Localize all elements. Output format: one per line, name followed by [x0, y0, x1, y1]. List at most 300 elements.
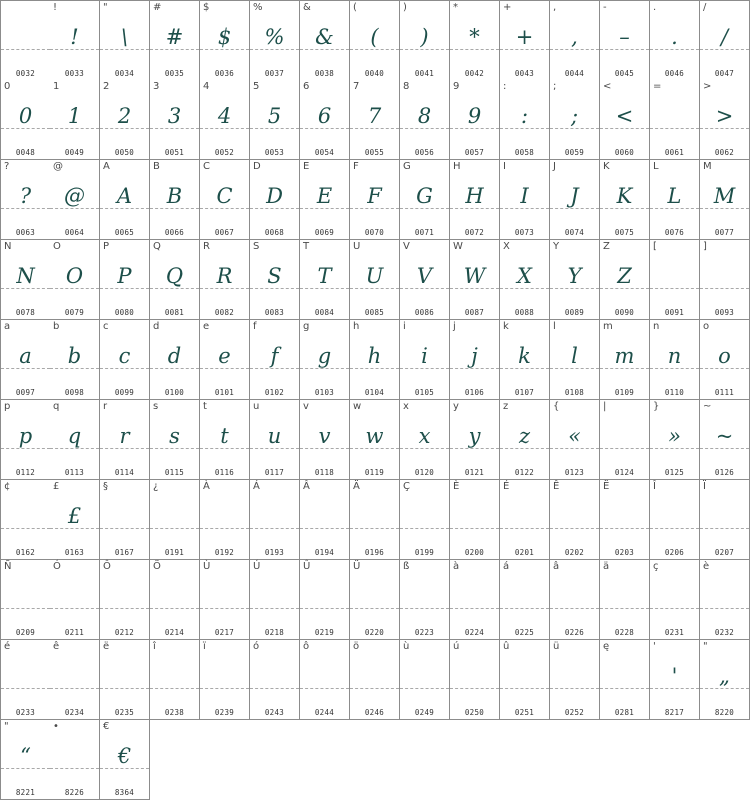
font-glyph — [600, 658, 649, 694]
font-glyph: 7 — [367, 104, 382, 128]
character-code: 0090 — [614, 308, 635, 317]
glyph-cell — [500, 480, 550, 560]
font-glyph: £ — [67, 504, 82, 528]
font-glyph — [700, 258, 749, 294]
reference-character: ; — [553, 81, 557, 92]
glyph-cell — [650, 240, 700, 320]
font-glyph: Q — [165, 264, 184, 288]
character-code: 0099 — [114, 388, 135, 397]
font-glyph: “ — [20, 744, 31, 768]
reference-character: 7 — [353, 81, 360, 92]
font-glyph: 1 — [67, 104, 82, 128]
reference-character: I — [503, 161, 506, 172]
character-code: 0070 — [364, 228, 385, 237]
character-code: 0041 — [414, 69, 435, 78]
glyph-cell — [350, 80, 400, 160]
character-code: 0060 — [614, 148, 635, 157]
reference-character: . — [653, 2, 657, 13]
reference-character: y — [453, 401, 459, 412]
glyph-cell — [250, 480, 300, 560]
reference-character: Û — [303, 561, 311, 572]
glyph-cell — [50, 560, 100, 640]
character-code: 0040 — [364, 69, 385, 78]
reference-character: ' — [653, 641, 656, 652]
character-code: 0080 — [114, 308, 135, 317]
glyph-cell — [700, 640, 750, 720]
reference-character: h — [353, 321, 360, 332]
reference-character: 1 — [53, 81, 60, 92]
font-glyph: s — [169, 424, 180, 448]
character-code: 0243 — [264, 708, 285, 717]
character-code: 0045 — [614, 69, 635, 78]
character-code: 0106 — [464, 388, 485, 397]
reference-character: X — [503, 241, 510, 252]
reference-character: & — [303, 2, 311, 13]
character-code: 0088 — [514, 308, 535, 317]
font-glyph: E — [316, 184, 333, 208]
character-code: 0226 — [564, 628, 585, 637]
font-glyph — [1, 19, 50, 55]
character-code: 0068 — [264, 228, 285, 237]
font-glyph: J — [570, 184, 579, 208]
glyph-cell — [50, 320, 100, 400]
font-glyph: d — [167, 344, 182, 368]
reference-character: t — [203, 401, 207, 412]
reference-character: = — [653, 81, 662, 92]
font-glyph — [650, 98, 699, 134]
font-glyph — [1, 578, 50, 614]
reference-character: } — [653, 401, 660, 412]
glyph-cell — [600, 160, 650, 240]
glyph-cell — [450, 80, 500, 160]
character-code: 0113 — [64, 468, 85, 477]
font-glyph: < — [615, 104, 634, 128]
reference-character: ] — [703, 241, 707, 252]
reference-character: - — [603, 2, 607, 13]
glyph-cell — [0, 80, 51, 160]
font-glyph — [500, 578, 549, 614]
font-glyph: $ — [217, 25, 232, 49]
font-glyph: r — [119, 424, 130, 448]
character-code: 0093 — [714, 308, 735, 317]
character-code: 0055 — [364, 148, 385, 157]
font-glyph — [200, 658, 249, 694]
character-code: 0228 — [614, 628, 635, 637]
glyph-cell — [250, 240, 300, 320]
character-code: 0233 — [15, 708, 36, 717]
font-glyph: Y — [567, 264, 582, 288]
glyph-cell — [350, 160, 400, 240]
reference-character: a — [4, 321, 11, 332]
glyph-cell — [0, 400, 51, 480]
reference-character: " — [103, 2, 108, 13]
font-glyph: . — [671, 25, 678, 49]
glyph-cell — [150, 80, 200, 160]
reference-character: j — [453, 321, 456, 332]
character-code: 0086 — [414, 308, 435, 317]
reference-character: 3 — [153, 81, 160, 92]
reference-character: / — [703, 2, 707, 13]
glyph-cell — [500, 400, 550, 480]
reference-character: Ï — [703, 481, 706, 492]
font-glyph: / — [720, 25, 729, 49]
character-code: 0119 — [364, 468, 385, 477]
glyph-cell — [0, 240, 51, 320]
character-code: 0082 — [214, 308, 235, 317]
glyph-cell — [200, 80, 250, 160]
font-glyph: u — [267, 424, 282, 448]
reference-character: S — [253, 241, 260, 252]
reference-character: H — [453, 161, 461, 172]
font-glyph: C — [216, 184, 233, 208]
reference-character: J — [553, 161, 556, 172]
reference-character: [ — [653, 241, 657, 252]
glyph-cell — [700, 160, 750, 240]
reference-character: Ä — [353, 481, 360, 492]
font-glyph: „ — [719, 664, 730, 688]
font-glyph — [450, 498, 499, 534]
character-code: 0224 — [464, 628, 485, 637]
font-glyph: , — [571, 25, 578, 49]
glyph-cell — [550, 160, 600, 240]
font-glyph: % — [264, 25, 285, 49]
font-glyph — [500, 498, 549, 534]
character-code: 0091 — [664, 308, 685, 317]
font-glyph: ~ — [715, 424, 734, 448]
glyph-cell — [250, 640, 300, 720]
font-glyph — [500, 658, 549, 694]
glyph-cell — [500, 560, 550, 640]
glyph-cell — [300, 240, 350, 320]
reference-character: û — [503, 641, 510, 652]
glyph-cell — [100, 0, 150, 81]
glyph-cell — [550, 560, 600, 640]
glyph-cell — [100, 480, 150, 560]
character-code: 8220 — [714, 708, 735, 717]
glyph-cell — [550, 0, 600, 81]
character-code: 0048 — [15, 148, 36, 157]
character-code: 0066 — [164, 228, 185, 237]
reference-character: w — [353, 401, 362, 412]
glyph-cell — [350, 480, 400, 560]
reference-character: 0 — [4, 81, 11, 92]
font-glyph: D — [266, 184, 283, 208]
character-code: 0114 — [114, 468, 135, 477]
reference-character: f — [253, 321, 257, 332]
character-code: 0069 — [314, 228, 335, 237]
font-glyph: H — [465, 184, 484, 208]
glyph-cell — [650, 400, 700, 480]
glyph-cell — [250, 0, 300, 81]
font-glyph: e — [218, 344, 231, 368]
glyph-cell — [450, 0, 500, 81]
character-code: 0220 — [364, 628, 385, 637]
character-code: 0122 — [514, 468, 535, 477]
glyph-cell — [100, 240, 150, 320]
glyph-cell — [250, 320, 300, 400]
character-code: 0110 — [664, 388, 685, 397]
reference-character: ë — [103, 641, 110, 652]
reference-character: : — [503, 81, 507, 92]
glyph-cell — [350, 0, 400, 81]
reference-character: P — [103, 241, 110, 252]
glyph-cell — [100, 640, 150, 720]
glyph-cell — [600, 640, 650, 720]
glyph-cell — [300, 80, 350, 160]
reference-character: Ú — [253, 561, 261, 572]
font-glyph: z — [518, 424, 531, 448]
character-code: 0034 — [114, 69, 135, 78]
character-code: 0218 — [264, 628, 285, 637]
font-glyph: \ — [120, 25, 129, 49]
font-glyph — [300, 498, 349, 534]
glyph-cell — [650, 480, 700, 560]
font-glyph: i — [421, 344, 428, 368]
character-code: 0054 — [314, 148, 335, 157]
reference-character: i — [403, 321, 406, 332]
reference-character: â — [553, 561, 560, 572]
glyph-cell — [200, 240, 250, 320]
reference-character: À — [203, 481, 210, 492]
glyph-cell — [400, 400, 450, 480]
font-glyph — [700, 578, 749, 614]
character-code: 0116 — [214, 468, 235, 477]
character-code: 0061 — [664, 148, 685, 157]
reference-character: ß — [403, 561, 410, 572]
reference-character: ? — [4, 161, 10, 172]
character-code: 0072 — [464, 228, 485, 237]
font-glyph: R — [216, 264, 233, 288]
reference-character: M — [703, 161, 712, 172]
glyph-cell — [650, 160, 700, 240]
glyph-cell — [500, 0, 550, 81]
character-code: 0056 — [414, 148, 435, 157]
character-code: 0108 — [564, 388, 585, 397]
reference-character: u — [253, 401, 260, 412]
font-glyph — [650, 578, 699, 614]
font-glyph: O — [65, 264, 84, 288]
font-glyph: Z — [617, 264, 632, 288]
font-glyph — [450, 658, 499, 694]
glyph-cell — [550, 400, 600, 480]
font-glyph: f — [270, 344, 279, 368]
glyph-cell — [200, 640, 250, 720]
font-glyph: j — [471, 344, 478, 368]
glyph-cell — [250, 400, 300, 480]
font-glyph: 6 — [317, 104, 332, 128]
reference-character: | — [603, 401, 607, 412]
font-glyph — [150, 658, 199, 694]
font-glyph: » — [668, 424, 681, 448]
glyph-cell — [600, 560, 650, 640]
character-code: 0042 — [464, 69, 485, 78]
character-code: 0035 — [164, 69, 185, 78]
character-code: 0223 — [414, 628, 435, 637]
font-glyph: w — [365, 424, 384, 448]
character-code: 0162 — [15, 548, 36, 557]
reference-character: ! — [53, 2, 58, 13]
font-glyph — [350, 498, 399, 534]
character-code: 0101 — [214, 388, 235, 397]
reference-character: Ù — [203, 561, 211, 572]
font-glyph: S — [267, 264, 282, 288]
reference-character: à — [453, 561, 460, 572]
glyph-cell — [100, 720, 150, 800]
glyph-cell — [150, 240, 200, 320]
character-code: 0202 — [564, 548, 585, 557]
glyph-cell — [0, 160, 51, 240]
reference-character: ï — [203, 641, 206, 652]
character-code: 0043 — [514, 69, 535, 78]
font-glyph: T — [317, 264, 332, 288]
glyph-cell — [0, 0, 51, 81]
font-glyph — [50, 658, 99, 694]
reference-character: Z — [603, 241, 610, 252]
glyph-cell — [50, 160, 100, 240]
reference-character: V — [403, 241, 410, 252]
reference-character: D — [253, 161, 261, 172]
character-code: 0059 — [564, 148, 585, 157]
character-code: 0089 — [564, 308, 585, 317]
font-glyph — [700, 498, 749, 534]
font-glyph: m — [614, 344, 635, 368]
character-code: 0036 — [214, 69, 235, 78]
character-code: 0077 — [714, 228, 735, 237]
reference-character: £ — [53, 481, 60, 492]
glyph-cell — [450, 240, 500, 320]
character-code: 0235 — [114, 708, 135, 717]
font-glyph: t — [220, 424, 229, 448]
reference-character: 6 — [303, 81, 310, 92]
character-code: 0167 — [114, 548, 135, 557]
reference-character: Ö — [153, 561, 161, 572]
reference-character: # — [153, 2, 162, 13]
font-glyph — [50, 578, 99, 614]
glyph-cell — [450, 400, 500, 480]
character-code: 0201 — [514, 548, 535, 557]
reference-character: ü — [553, 641, 560, 652]
glyph-cell — [50, 640, 100, 720]
character-code: 0192 — [214, 548, 235, 557]
glyph-cell — [400, 560, 450, 640]
character-code: 0246 — [364, 708, 385, 717]
font-glyph: c — [118, 344, 131, 368]
reference-character: ù — [403, 641, 410, 652]
glyph-cell — [0, 480, 51, 560]
glyph-cell — [500, 640, 550, 720]
font-glyph: @ — [64, 184, 85, 208]
font-glyph: € — [117, 744, 132, 768]
character-code: 0191 — [164, 548, 185, 557]
glyph-cell — [450, 480, 500, 560]
character-code: 0200 — [464, 548, 485, 557]
character-code: 0076 — [664, 228, 685, 237]
font-glyph — [400, 578, 449, 614]
glyph-cell — [300, 320, 350, 400]
character-code: 0126 — [714, 468, 735, 477]
glyph-cell — [50, 400, 100, 480]
glyph-cell — [500, 160, 550, 240]
font-glyph — [150, 498, 199, 534]
glyph-cell — [400, 240, 450, 320]
reference-character: Y — [553, 241, 560, 252]
font-glyph: V — [416, 264, 433, 288]
character-code: 0219 — [314, 628, 335, 637]
glyph-cell — [400, 0, 450, 81]
reference-character: ~ — [703, 401, 712, 412]
glyph-cell — [600, 240, 650, 320]
reference-character: Â — [303, 481, 310, 492]
character-code: 8226 — [64, 788, 85, 797]
reference-character: § — [103, 481, 108, 492]
reference-character: z — [503, 401, 509, 412]
reference-character: 2 — [103, 81, 110, 92]
glyph-cell — [50, 480, 100, 560]
glyph-cell — [650, 320, 700, 400]
font-glyph: ! — [70, 25, 79, 49]
reference-character: A — [103, 161, 110, 172]
character-code: 0107 — [514, 388, 535, 397]
character-code: 0238 — [164, 708, 185, 717]
font-glyph: & — [315, 25, 334, 49]
reference-character: E — [303, 161, 310, 172]
character-code: 0206 — [664, 548, 685, 557]
glyph-cell — [0, 720, 51, 800]
font-glyph — [600, 418, 649, 454]
reference-character: m — [603, 321, 613, 332]
reference-character: ) — [403, 2, 407, 13]
character-code: 0102 — [264, 388, 285, 397]
glyph-cell — [450, 320, 500, 400]
font-glyph — [550, 578, 599, 614]
character-code: 0049 — [64, 148, 85, 157]
reference-character: > — [703, 81, 712, 92]
font-glyph — [600, 578, 649, 614]
font-glyph: – — [619, 25, 630, 49]
font-glyph: B — [166, 184, 183, 208]
font-glyph — [250, 658, 299, 694]
character-code: 0100 — [164, 388, 185, 397]
glyph-cell — [100, 320, 150, 400]
reference-character: 8 — [403, 81, 410, 92]
glyph-cell — [100, 560, 150, 640]
font-glyph — [50, 738, 99, 774]
character-code: 0251 — [514, 708, 535, 717]
reference-character: è — [703, 561, 710, 572]
reference-character: p — [4, 401, 11, 412]
reference-character: ¿ — [153, 481, 159, 492]
glyph-cell — [50, 80, 100, 160]
font-glyph — [100, 658, 149, 694]
reference-character: ä — [603, 561, 610, 572]
glyph-cell — [300, 400, 350, 480]
font-glyph: a — [19, 344, 32, 368]
font-glyph: y — [468, 424, 481, 448]
reference-character: é — [4, 641, 11, 652]
glyph-cell — [50, 720, 100, 800]
character-code: 0032 — [15, 69, 36, 78]
character-code: 0037 — [264, 69, 285, 78]
character-code: 0058 — [514, 148, 535, 157]
glyph-cell — [600, 320, 650, 400]
glyph-cell — [500, 80, 550, 160]
font-glyph: 8 — [417, 104, 432, 128]
character-code: 0105 — [414, 388, 435, 397]
character-code: 0074 — [564, 228, 585, 237]
reference-character: + — [503, 2, 512, 13]
glyph-cell — [600, 0, 650, 81]
glyph-cell — [50, 240, 100, 320]
